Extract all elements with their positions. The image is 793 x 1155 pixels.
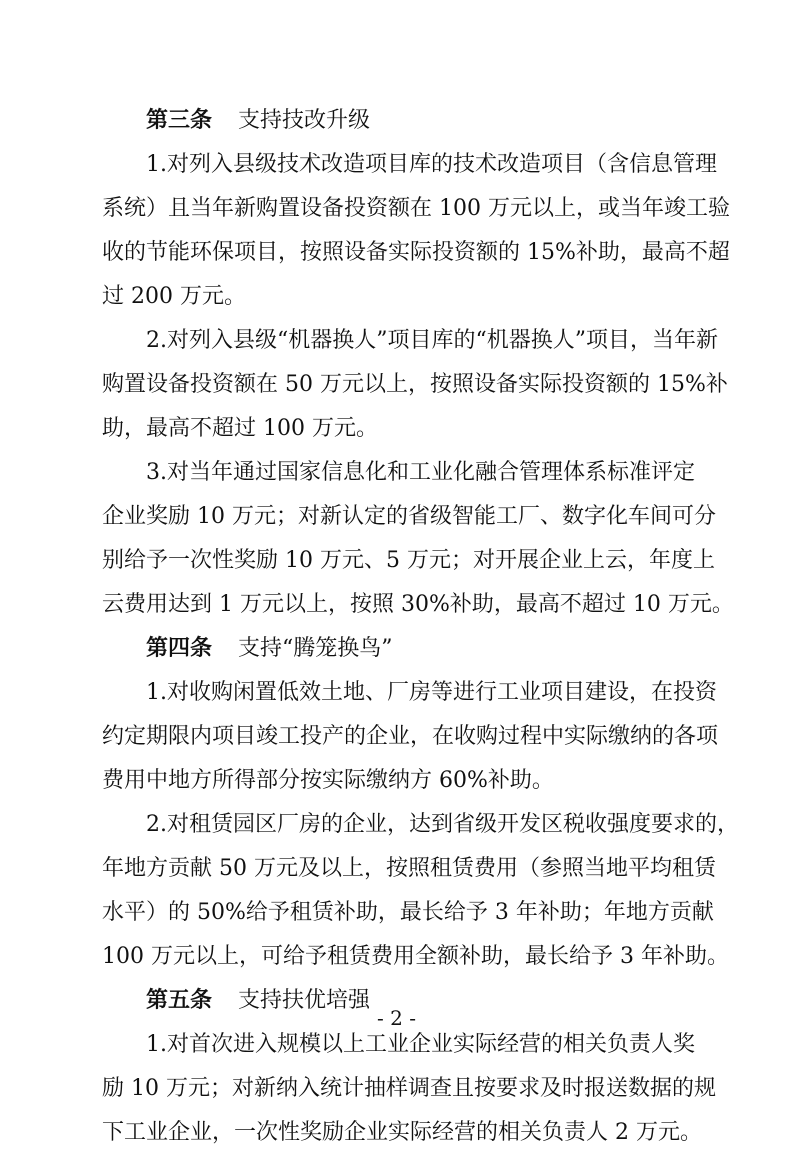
section-title: 支持技改升级 — [238, 108, 371, 133]
text-line: 费用中地方所得部分按实际缴纳方 60%补助。 — [102, 768, 554, 793]
text-line: 1.对首次进入规模以上工业企业实际经营的相关负责人奖 — [146, 1032, 695, 1057]
text-line: 年地方贡献 50 万元及以上，按照租赁费用（参照当地平均租赁 — [102, 856, 716, 881]
text-line: 别给予一次性奖励 10 万元、5 万元；对开展企业上云，年度上 — [102, 548, 715, 573]
paragraph — [102, 803, 739, 979]
section-heading — [102, 627, 694, 671]
section-title: 支持扶优培强 — [238, 988, 371, 1013]
text-line: 2.对列入县级“机器换人”项目库的“机器换人”项目，当年新 — [146, 328, 718, 353]
section-title: 支持“腾笼换鸟” — [238, 636, 393, 661]
text-line: 系统）且当年新购置设备投资额在 100 万元以上，或当年竣工验 — [102, 196, 730, 221]
section-number: 第四条 — [146, 636, 213, 661]
paragraph — [102, 451, 734, 627]
paragraph — [102, 671, 719, 803]
text-line: 2.对租赁园区厂房的企业，达到省级开发区税收强度要求的， — [146, 812, 739, 837]
text-line: 企业奖励 10 万元；对新认定的省级智能工厂、数字化车间可分 — [102, 504, 716, 529]
text-line: 助，最高不超过 100 万元。 — [102, 416, 378, 441]
paragraph — [102, 1023, 716, 1155]
section-number: 第五条 — [146, 988, 213, 1013]
text-line: 过 200 万元。 — [102, 284, 246, 309]
document-body — [102, 99, 739, 1155]
section-number: 第三条 — [146, 108, 213, 133]
text-line: 励 10 万元；对新纳入统计抽样调查且按要求及时报送数据的规 — [102, 1076, 716, 1101]
paragraph — [102, 319, 728, 451]
text-line: 购置设备投资额在 50 万元以上，按照设备实际投资额的 15%补 — [102, 372, 728, 397]
text-line: 约定期限内项目竣工投产的企业，在收购过程中实际缴纳的各项 — [102, 724, 719, 749]
section-heading — [102, 99, 694, 143]
text-line: 100 万元以上，可给予租赁费用全额补助，最长给予 3 年补助。 — [102, 944, 729, 969]
text-line: 3.对当年通过国家信息化和工业化融合管理体系标准评定 — [146, 460, 695, 485]
paragraph — [102, 143, 730, 319]
text-line: 收的节能环保项目，按照设备实际投资额的 15%补助，最高不超 — [102, 240, 730, 265]
page-number: - 2 - — [377, 1006, 416, 1030]
text-line: 下工业企业，一次性奖励企业实际经营的相关负责人 2 万元。 — [102, 1120, 702, 1145]
text-line: 水平）的 50%给予租赁补助，最长给予 3 年补助；年地方贡献 — [102, 900, 714, 925]
text-line: 1.对收购闲置低效土地、厂房等进行工业项目建设，在投资 — [146, 680, 717, 705]
text-line: 云费用达到 1 万元以上，按照 30%补助，最高不超过 10 万元。 — [102, 592, 734, 617]
text-line: 1.对列入县级技术改造项目库的技术改造项目（含信息管理 — [146, 152, 717, 177]
